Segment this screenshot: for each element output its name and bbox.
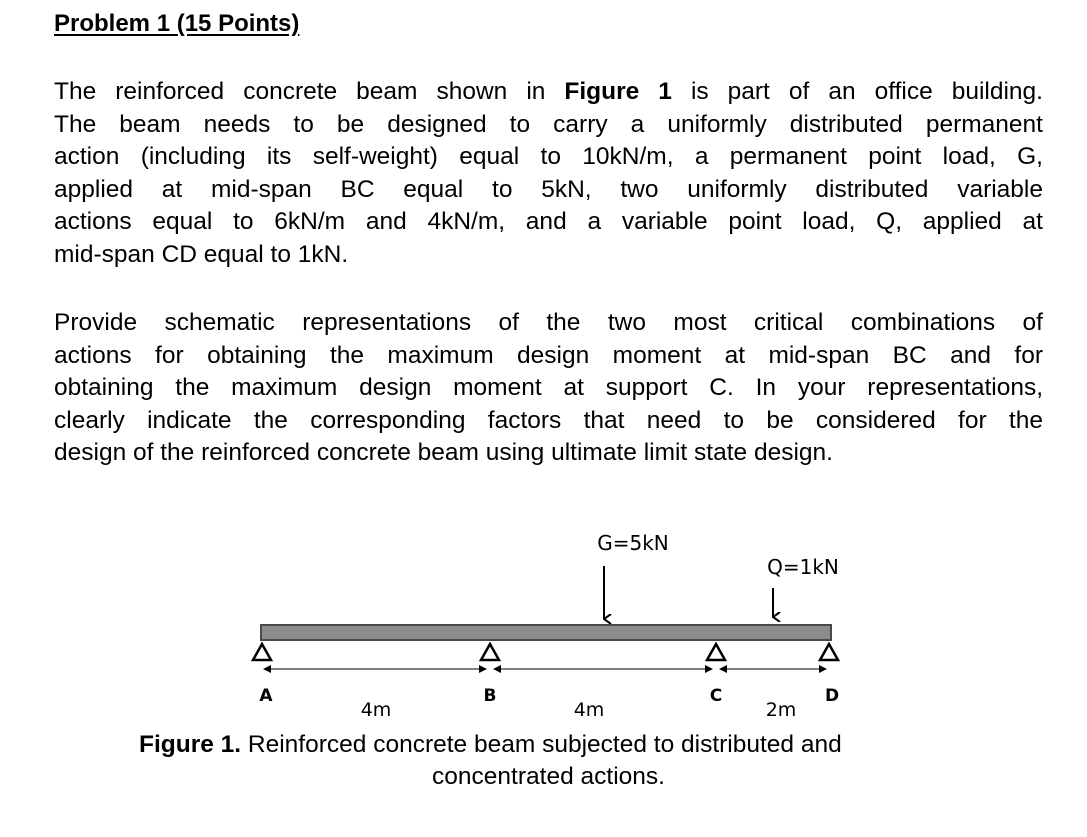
span-label-ab: 4m — [360, 699, 392, 721]
paragraph-line: obtaining the maximum design moment at support C. In your representations, — [54, 374, 1043, 401]
support-label-d: D — [824, 686, 840, 706]
paragraph-line: action (including its self-weight) equal to 10kN/m, a permanent point load, G, — [54, 143, 1043, 170]
figure-caption — [139, 728, 1087, 761]
figure-reference: Figure 1 — [564, 78, 672, 105]
support-label-c: C — [709, 686, 723, 706]
support-a — [253, 644, 271, 660]
caption-text: Reinforced concrete beam subjected to distributed and — [241, 731, 842, 758]
support-d — [820, 644, 838, 660]
paragraph-line: applied at mid-span BC equal to 5kN, two uniformly distributed variable — [54, 175, 1043, 203]
paragraph-line: Provide schematic representations of the two most critical combinations of — [54, 309, 1043, 336]
paragraph-line: actions for obtaining the maximum design moment at mid-span BC and for — [54, 341, 1043, 369]
beam-figure — [0, 520, 1087, 760]
support-c — [707, 644, 725, 660]
paragraph-line: clearly indicate the corresponding factors that need to be considered for the — [54, 406, 1043, 434]
line-text: is part of an office building. — [671, 78, 1043, 105]
paragraph-line: actions equal to 6kN/m and 4kN/m, and a variable point load, Q, applied at — [54, 208, 1043, 235]
span-label-cd: 2m — [765, 699, 797, 721]
paragraph-line — [54, 76, 1043, 109]
span-label-bc: 4m — [573, 699, 605, 721]
load-q-label: Q=1kN — [767, 555, 839, 579]
paragraph-line: The beam needs to be designed to carry a uniformly distributed permanent — [54, 110, 1043, 138]
caption-label: Figure 1. — [139, 731, 242, 758]
paragraph-line: mid-span CD equal to 1kN. — [54, 240, 349, 268]
problem-title: Problem 1 (15 Points) — [54, 10, 300, 37]
support-label-b: B — [483, 686, 497, 706]
load-g-label: G=5kN — [597, 531, 669, 555]
problem-paragraph-2 — [54, 307, 1043, 470]
figure-caption-continued: concentrated actions. — [432, 763, 665, 790]
paragraph-line: design of the reinforced concrete beam using ultimate limit state design. — [54, 439, 833, 466]
beam — [261, 625, 831, 640]
problem-paragraph-1 — [54, 76, 1043, 271]
support-b — [481, 644, 499, 660]
support-label-a: A — [259, 686, 273, 706]
line-text: The reinforced concrete beam shown in — [54, 78, 565, 105]
